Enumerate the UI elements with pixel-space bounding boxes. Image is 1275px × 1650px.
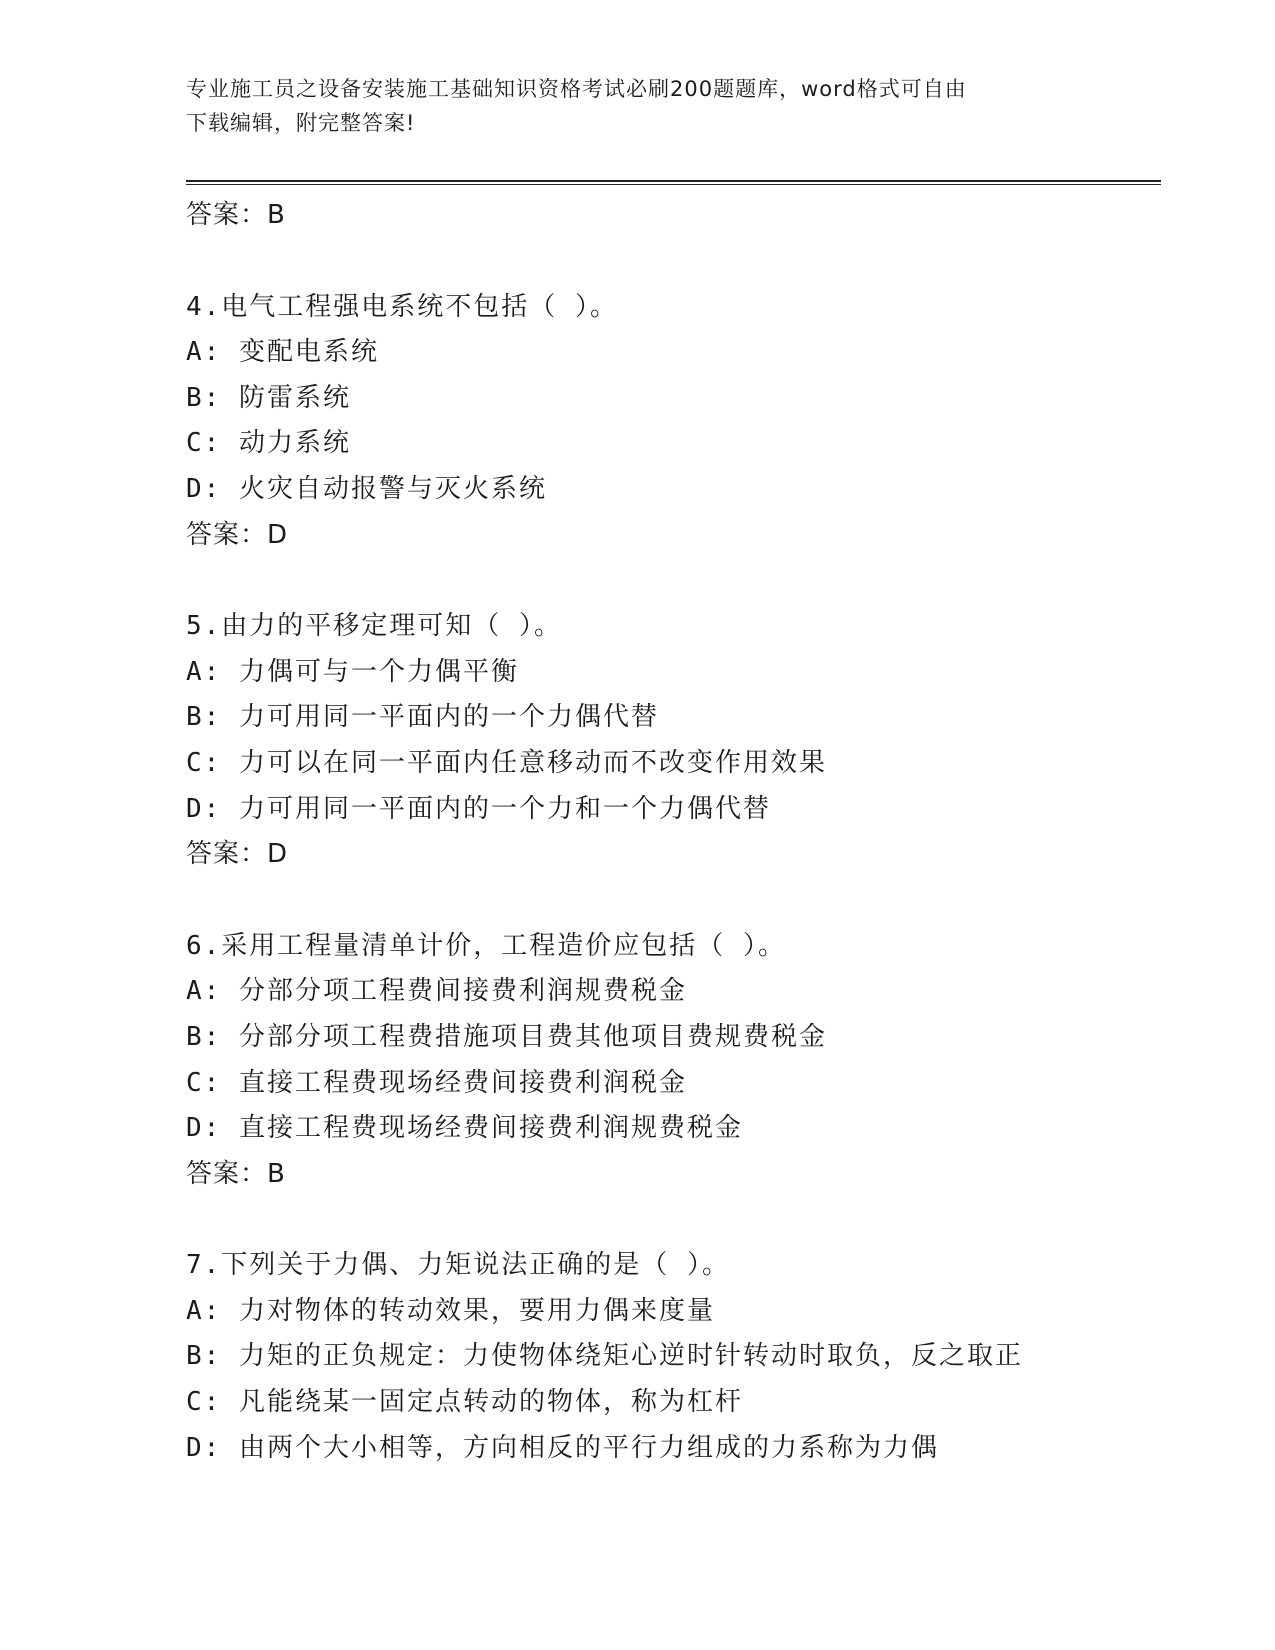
answer-line: 答案：D (186, 519, 289, 550)
answer-line: 答案：B (186, 1158, 286, 1189)
document-header (186, 72, 1066, 140)
question-block-7 (186, 1243, 1161, 1471)
option-b: B: 力矩的正负规定：力使物体绕矩心逆时针转动时取负，反之取正 (186, 1341, 1023, 1372)
option-c: C: 动力系统 (186, 428, 351, 459)
option-d: D: 力可用同一平面内的一个力和一个力偶代替 (186, 793, 771, 824)
option-d: D: 直接工程费现场经费间接费利润规费税金 (186, 1113, 743, 1144)
option-c: C: 直接工程费现场经费间接费利润税金 (186, 1067, 687, 1098)
question-block-6 (186, 924, 1161, 1198)
option-a: A: 变配电系统 (186, 337, 379, 368)
question-text: 4.电气工程强电系统不包括（ ）。 (186, 291, 618, 322)
option-b: B: 分部分项工程费措施项目费其他项目费规费税金 (186, 1021, 827, 1052)
question-text: 7.下列关于力偶、力矩说法正确的是（ ）。 (186, 1250, 730, 1281)
question-block-4 (186, 285, 1161, 559)
header-rule-thick (186, 180, 1161, 182)
question-list (186, 193, 1161, 1471)
option-a: A: 力偶可与一个力偶平衡 (186, 656, 519, 687)
option-a: A: 力对物体的转动效果，要用力偶来度量 (186, 1295, 715, 1326)
option-d: D: 由两个大小相等，方向相反的平行力组成的力系称为力偶 (186, 1432, 939, 1463)
option-b: B: 防雷系统 (186, 382, 351, 413)
header-rule-thin (186, 184, 1161, 185)
answer-line: 答案：B (186, 200, 286, 230)
question-text: 5.由力的平移定理可知（ ）。 (186, 611, 562, 642)
question-text: 6.采用工程量清单计价，工程造价应包括（ ）。 (186, 930, 786, 961)
header-line-2: 下载编辑，附完整答案! (186, 111, 416, 135)
answer-line: 答案：D (186, 839, 289, 870)
header-line-1: 专业施工员之设备安装施工基础知识资格考试必刷200题题库，word格式可自由 (186, 77, 967, 101)
option-c: C: 凡能绕某一固定点转动的物体，称为杠杆 (186, 1387, 743, 1418)
option-a: A: 分部分项工程费间接费利润规费税金 (186, 976, 687, 1007)
option-d: D: 火灾自动报警与灭火系统 (186, 473, 547, 504)
option-b: B: 力可用同一平面内的一个力偶代替 (186, 702, 659, 733)
option-c: C: 力可以在同一平面内任意移动而不改变作用效果 (186, 747, 827, 778)
question-block-5 (186, 604, 1161, 878)
